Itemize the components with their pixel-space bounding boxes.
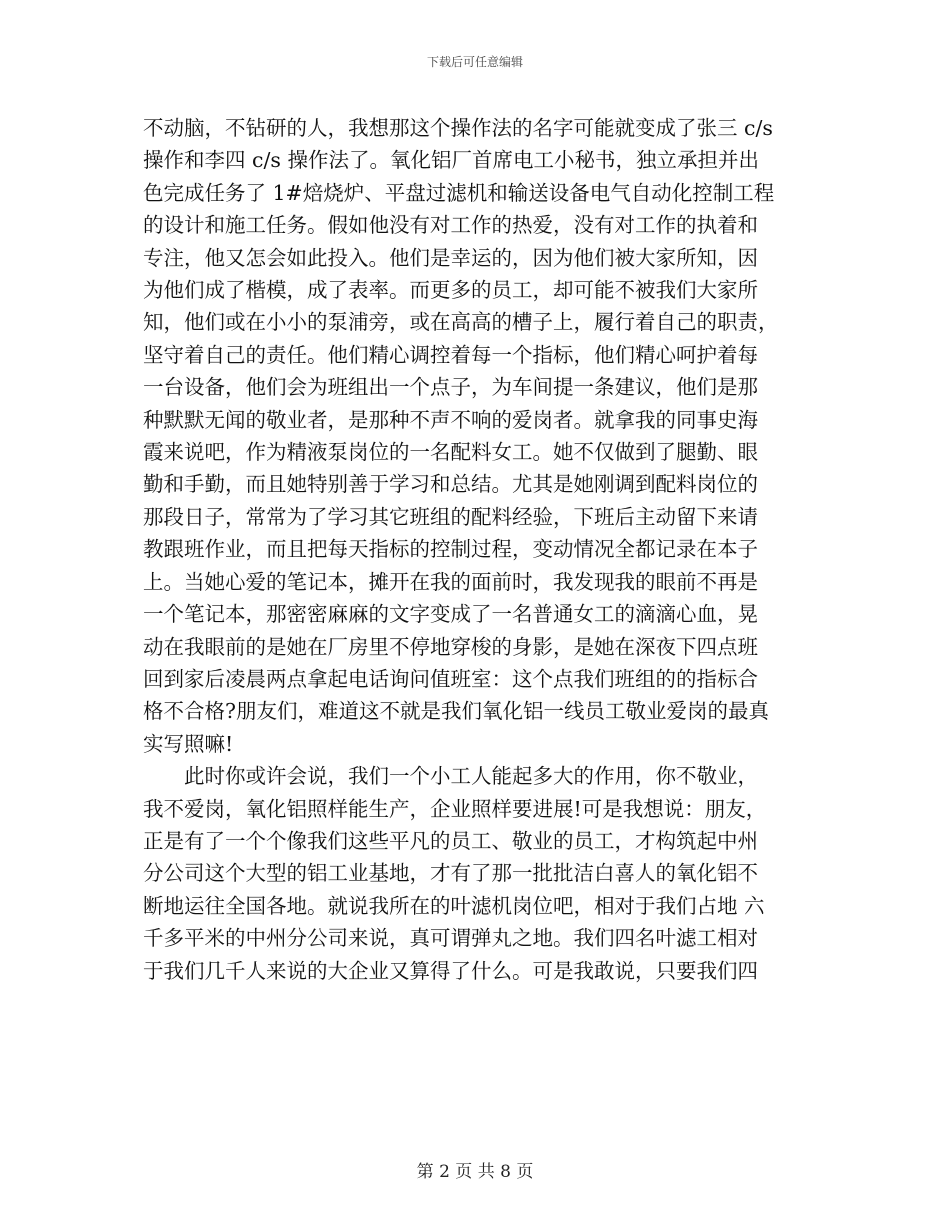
text-line: 教跟班作业，而且把每天指标的控制过程，变动情况全都记录在本子 — [143, 537, 758, 562]
paragraph-start-line: 此时你或许会说，我们一个小工人能起多大的作用，你不敬业， — [143, 764, 758, 789]
text-line: 上。当她心爱的笔记本，摊开在我的面前时，我发现我的眼前不再是 — [143, 569, 758, 594]
text-line: 坚守着自己的责任。他们精心调控着每一个指标，他们精心呵护着每 — [143, 342, 758, 367]
text-line: 勤和手勤，而且她特别善于学习和总结。尤其是她刚调到配料岗位的 — [143, 472, 758, 497]
text-line: 一台设备，他们会为班组出一个点子，为车间提一条建议，他们是那 — [143, 375, 758, 400]
text-line: 回到家后凌晨两点拿起电话询问值班室：这个点我们班组的的指标合 — [143, 666, 758, 691]
text-line: 色完成任务了 1#焙烧炉、平盘过滤机和输送设备电气自动化控制工程 — [143, 180, 775, 205]
text-line: 正是有了一个个像我们这些平凡的员工、敬业的员工，才构筑起中州 — [143, 828, 758, 853]
text-line: 千多平米的中州分公司来说，真可谓弹丸之地。我们四名叶滤工相对 — [143, 926, 758, 951]
text-line: 为他们成了楷模，成了表率。而更多的员工，却可能不被我们大家所 — [143, 278, 758, 303]
text-line: 于我们几千人来说的大企业又算得了什么。可是我敢说，只要我们四 — [143, 958, 758, 983]
text-line: 我不爱岗，氧化铝照样能生产，企业照样要进展!可是我想说：朋友， — [143, 796, 767, 821]
text-line: 格不合格?朋友们，难道这不就是我们氧化铝一线员工敬业爱岗的最真 — [143, 699, 769, 724]
text-line: 断地运往全国各地。就说我所在的叶滤机岗位吧，相对于我们占地 六 — [143, 893, 765, 918]
text-line: 那段日子，常常为了学习其它班组的配料经验，下班后主动留下来请 — [143, 504, 758, 529]
text-line: 霞来说吧，作为精液泵岗位的一名配料女工。她不仅做到了腿勤、眼 — [143, 440, 758, 465]
body-text — [143, 112, 823, 987]
text-line: 操作和李四 c/s 操作法了。氧化铝厂首席电工小秘书，独立承担并出 — [143, 148, 759, 173]
page-header: 下载后可任意编辑 — [426, 55, 523, 69]
text-line: 的设计和施工任务。假如他没有对工作的热爱，没有对工作的执着和 — [143, 213, 758, 238]
text-line: 一个笔记本，那密密麻麻的文字变成了一名普通女工的滴滴心血，晃 — [143, 602, 758, 627]
text-line: 种默默无闻的敬业者，是那种不声不响的爱岗者。就拿我的同事史海 — [143, 407, 758, 432]
text-line: 不动脑，不钻研的人，我想那这个操作法的名字可能就变成了张三 c/s — [143, 116, 773, 140]
text-line: 动在我眼前的是她在厂房里不停地穿梭的身影，是她在深夜下四点班 — [143, 634, 758, 659]
text-line: 分公司这个大型的铝工业基地，才有了那一批批洁白喜人的氧化铝不 — [143, 861, 758, 886]
text-line: 知，他们或在小小的泵浦旁，或在高高的槽子上，履行着自己的职责， — [143, 310, 779, 335]
page-footer: 第 2 页 共 8 页 — [416, 1162, 534, 1182]
text-line: 实写照嘛! — [143, 731, 234, 756]
text-line: 专注，他又怎会如此投入。他们是幸运的，因为他们被大家所知，因 — [143, 245, 758, 270]
